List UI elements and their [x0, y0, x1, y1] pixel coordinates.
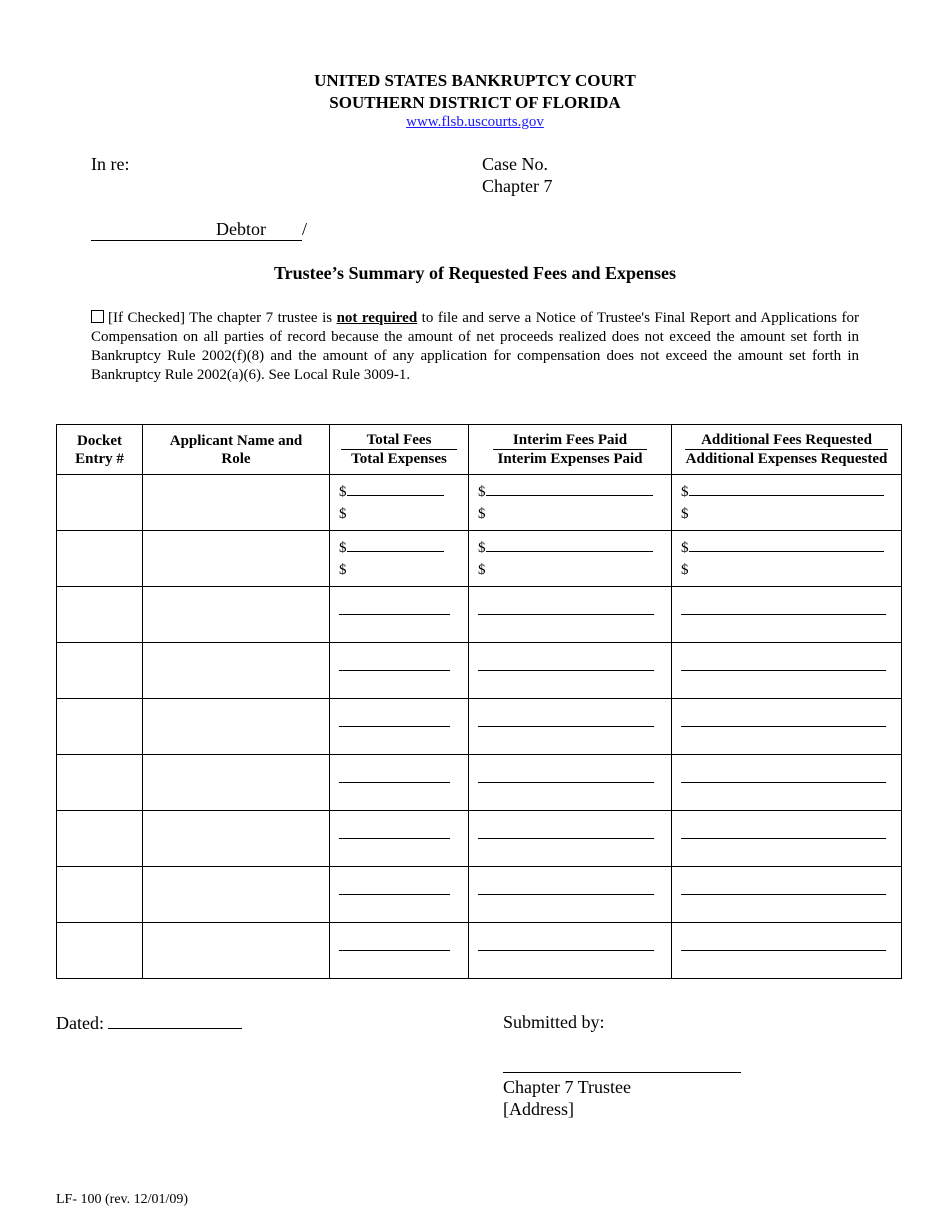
dollar-sign: $ [478, 483, 486, 500]
interim-blank-line [478, 614, 654, 615]
additional-fees-field[interactable] [689, 537, 884, 552]
interim-blank-line [478, 838, 654, 839]
dated-label: Dated: [56, 1013, 104, 1033]
interim-cell[interactable] [469, 867, 672, 923]
dollar-sign: $ [681, 505, 689, 522]
chapter-label: Chapter 7 [482, 176, 553, 196]
additional-fees-field[interactable] [689, 481, 884, 496]
total-cell[interactable] [330, 755, 469, 811]
form-id: LF- 100 (rev. 12/01/09) [56, 1192, 189, 1207]
court-name: UNITED STATES BANKRUPTCY COURT [314, 71, 636, 90]
notice-paragraph [91, 309, 859, 385]
not-required-checkbox[interactable] [91, 310, 104, 323]
interim-cell[interactable] [469, 923, 672, 979]
interim-cell[interactable] [469, 811, 672, 867]
additional-cell[interactable] [672, 811, 902, 867]
table-header-row [57, 425, 902, 475]
total-blank-line [339, 670, 450, 671]
dated-line [56, 1012, 242, 1034]
docket-header [57, 425, 143, 475]
additional-cell[interactable] [672, 531, 902, 587]
dated-field[interactable] [108, 1012, 242, 1029]
notice-emphasis: not required [336, 310, 418, 326]
docket-cell[interactable] [57, 531, 143, 587]
docket-cell[interactable] [57, 755, 143, 811]
in-re-label: In re: [91, 154, 130, 174]
submitted-by-label: Submitted by: [503, 1012, 605, 1032]
interim-cell[interactable] [469, 587, 672, 643]
total-cell[interactable] [330, 811, 469, 867]
docket-cell[interactable] [57, 587, 143, 643]
additional-header [672, 425, 902, 475]
interim-blank-line [478, 782, 654, 783]
additional-blank-line [681, 950, 886, 951]
court-district: SOUTHERN DISTRICT OF FLORIDA [329, 93, 621, 112]
additional-cell[interactable] [672, 643, 902, 699]
total-cell[interactable] [330, 867, 469, 923]
interim-blank-line [478, 950, 654, 951]
dollar-sign: $ [681, 539, 689, 556]
additional-blank-line [681, 894, 886, 895]
interim-blank-line [478, 894, 654, 895]
table-row [57, 867, 902, 923]
applicant-cell[interactable] [143, 475, 330, 531]
docket-cell[interactable] [57, 475, 143, 531]
applicant-cell[interactable] [143, 755, 330, 811]
interim-cell[interactable] [469, 699, 672, 755]
total-blank-line [339, 894, 450, 895]
additional-blank-line [681, 782, 886, 783]
docket-header-line1: Docket [77, 432, 122, 449]
dollar-sign: $ [339, 505, 347, 522]
interim-fees-header: Interim Fees Paid [493, 431, 647, 450]
additional-cell[interactable] [672, 475, 902, 531]
total-fees-field[interactable] [347, 537, 444, 552]
table-row [57, 587, 902, 643]
table-row [57, 643, 902, 699]
interim-cell[interactable] [469, 755, 672, 811]
total-cell[interactable] [330, 643, 469, 699]
table-row [57, 811, 902, 867]
additional-fees-header: Additional Fees Requested [685, 431, 888, 450]
interim-fees-field[interactable] [486, 537, 653, 552]
total-blank-line [339, 838, 450, 839]
interim-cell[interactable] [469, 643, 672, 699]
applicant-cell[interactable] [143, 811, 330, 867]
docket-header-line2: Entry # [75, 450, 124, 467]
applicant-cell[interactable] [143, 587, 330, 643]
signature-line[interactable] [503, 1072, 741, 1073]
dollar-sign: $ [681, 561, 689, 578]
table-row [57, 475, 902, 531]
total-fees-header: Total Fees [341, 431, 458, 450]
total-blank-line [339, 614, 450, 615]
applicant-cell[interactable] [143, 867, 330, 923]
applicant-cell[interactable] [143, 699, 330, 755]
dollar-sign: $ [339, 539, 347, 556]
total-blank-line [339, 726, 450, 727]
fees-table [56, 424, 902, 979]
total-fees-field[interactable] [347, 481, 444, 496]
total-cell[interactable] [330, 531, 469, 587]
interim-cell[interactable] [469, 531, 672, 587]
applicant-cell[interactable] [143, 643, 330, 699]
additional-blank-line [681, 726, 886, 727]
dollar-sign: $ [478, 505, 486, 522]
dollar-sign: $ [339, 561, 347, 578]
total-blank-line [339, 782, 450, 783]
total-cell[interactable] [330, 699, 469, 755]
additional-cell[interactable] [672, 587, 902, 643]
case-number-label: Case No. [482, 154, 548, 174]
docket-cell[interactable] [57, 867, 143, 923]
docket-cell[interactable] [57, 811, 143, 867]
interim-cell[interactable] [469, 475, 672, 531]
debtor-line [91, 219, 307, 241]
total-cell[interactable] [330, 475, 469, 531]
additional-blank-line [681, 614, 886, 615]
applicant-header-line1: Applicant Name and [169, 432, 303, 449]
interim-blank-line [478, 726, 654, 727]
table-row [57, 923, 902, 979]
court-website-link[interactable]: www.flsb.uscourts.gov [406, 114, 544, 130]
table-row [57, 531, 902, 587]
interim-fees-field[interactable] [486, 481, 653, 496]
trustee-label: Chapter 7 Trustee [503, 1077, 631, 1097]
debtor-label: Debtor [91, 219, 302, 241]
additional-cell[interactable] [672, 699, 902, 755]
applicant-header [143, 425, 330, 475]
total-blank-line [339, 950, 450, 951]
dollar-sign: $ [478, 539, 486, 556]
applicant-header-line2: Role [221, 450, 251, 467]
address-label: [Address] [503, 1099, 574, 1119]
interim-header [469, 425, 672, 475]
applicant-cell[interactable] [143, 923, 330, 979]
dollar-sign: $ [478, 561, 486, 578]
notice-suffix: to file and serve a Notice of Trustee's Final Report and Applications for Compensation on all parties of record because the amount of net proceeds realized does not exceed the amount set forth in Bankruptcy Rule 2002(f)(8) and the amount of any application for compensation does not exceed the amount set forth in Bankruptcy Rule 2002(a)(6). See Local Rule 3009-1. [91, 310, 860, 383]
interim-blank-line [478, 670, 654, 671]
interim-expenses-header: Interim Expenses Paid [497, 451, 643, 467]
dollar-sign: $ [339, 483, 347, 500]
additional-blank-line [681, 838, 886, 839]
total-cell[interactable] [330, 587, 469, 643]
docket-cell[interactable] [57, 923, 143, 979]
total-expenses-header: Total Expenses [351, 451, 447, 467]
debtor-slash: / [301, 219, 307, 239]
dollar-sign: $ [681, 483, 689, 500]
docket-cell[interactable] [57, 699, 143, 755]
form-title: Trustee’s Summary of Requested Fees and Expenses [274, 263, 676, 283]
table-row [57, 699, 902, 755]
total-header [330, 425, 469, 475]
additional-cell[interactable] [672, 867, 902, 923]
additional-expenses-header: Additional Expenses Requested [685, 451, 888, 467]
notice-prefix: [If Checked] The chapter 7 trustee is [108, 310, 337, 326]
table-row [57, 755, 902, 811]
additional-cell[interactable] [672, 923, 902, 979]
additional-cell[interactable] [672, 755, 902, 811]
total-cell[interactable] [330, 923, 469, 979]
docket-cell[interactable] [57, 643, 143, 699]
applicant-cell[interactable] [143, 531, 330, 587]
additional-blank-line [681, 670, 886, 671]
